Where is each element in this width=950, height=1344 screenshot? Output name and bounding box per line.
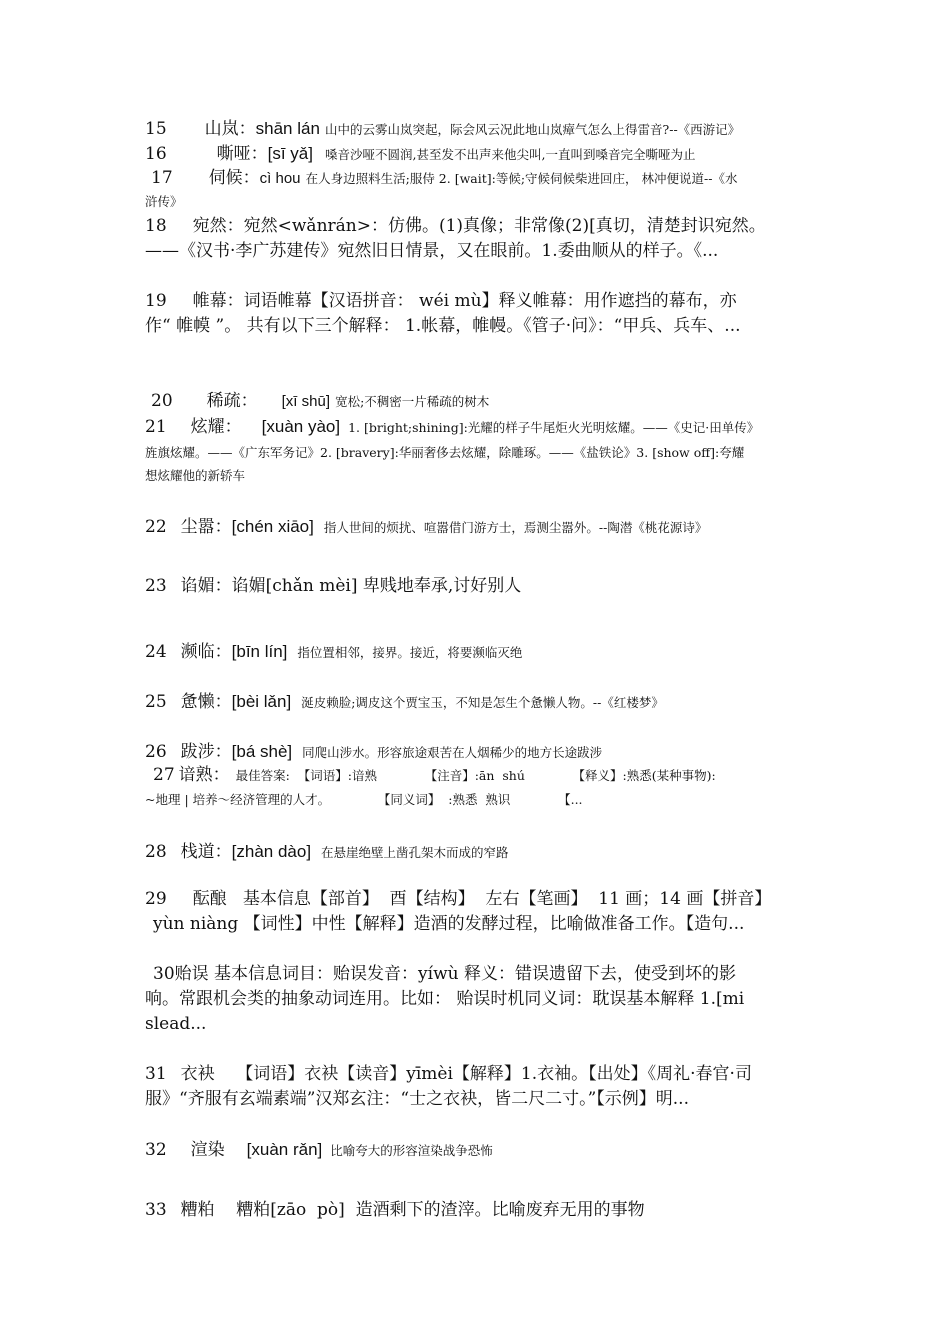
entry-21 — [145, 414, 813, 487]
entry-number: 15 — [145, 119, 167, 139]
entry-25 — [145, 689, 813, 715]
entry-line: 贻误 基本信息词目：贻误发音：yíwù 释义：错误遗留下去，使受到坏的影 — [174, 964, 736, 984]
entry-line: 作“ 帷幙 ”。 共有以下三个解释： 1.帐幕，帷幔。《管子·问》：“甲兵、兵车、... — [145, 316, 741, 336]
entry-number: 33 — [145, 1200, 167, 1220]
entry-number: 28 — [145, 842, 167, 862]
entry-word: 谄媚： — [180, 576, 232, 596]
entry-definition: 1. [bright;shining]:光耀的样子牛尾炬火光明炫耀。——《史记·田单传》 — [348, 420, 760, 435]
entry-word: 尘嚣： — [180, 517, 232, 537]
entry-word: 山岚： — [204, 119, 256, 139]
entry-pinyin: [bèi lǎn] — [231, 692, 292, 711]
entry-line: 酝酿 基本信息【部首】 酉【结构】 左右【笔画】 11 画；14 画【拼音】 — [192, 889, 772, 909]
entry-definition: 比喻夸大的形容渲染战争恐怖 — [330, 1143, 493, 1158]
entry-text: 谄媚[chǎn mèi] 卑贱地奉承,讨好别人 — [231, 576, 522, 596]
entry-definition: 涎皮赖脸;调皮这个贾宝玉，不知是怎生个惫懒人物。--《红楼梦》 — [301, 695, 664, 710]
entry-pinyin: [xī shū] — [281, 393, 330, 410]
entry-word: 跋涉： — [180, 742, 232, 762]
entry-word: 伺候： — [208, 168, 260, 188]
entry-pinyin: [zhàn dào] — [231, 842, 312, 861]
entry-27 — [145, 763, 813, 812]
entry-number: 20 — [151, 391, 173, 411]
entry-definition: 同爬山涉水。形容旅途艰苦在人烟稀少的地方长途跋涉 — [302, 745, 603, 760]
entry-definition-continued: 浒传》 — [145, 194, 183, 209]
entry-pinyin: [sī yǎ] — [267, 144, 313, 163]
entry-word: 惫懒： — [180, 692, 232, 712]
entry-number: 21 — [145, 417, 167, 437]
entry-19 — [145, 289, 813, 339]
entry-definition: 宽松;不稠密一片稀疏的树木 — [335, 394, 490, 409]
entry-word: 稀疏： — [206, 391, 258, 411]
entry-definition: 嗓音沙哑不圆润,甚至发不出声来他尖叫,一直叫到嗓音完全嘶哑为止 — [325, 147, 696, 162]
entry-word: 炫耀： — [190, 417, 242, 437]
entry-definition: 最佳答案: 【词语】:谙熟 【注音】:ān shú 【释义】:熟悉(某种事物): — [235, 768, 716, 783]
entry-word: 栈道： — [180, 842, 232, 862]
entry-number: 23 — [145, 576, 167, 596]
entry-definition-continued: 想炫耀他的新轿车 — [145, 468, 246, 483]
entry-number: 17 — [151, 168, 173, 188]
entry-number: 24 — [145, 642, 167, 662]
entry-pinyin: cì hou — [259, 170, 301, 187]
entry-pinyin: shān lán — [255, 119, 320, 138]
entry-definition: 在悬崖绝壁上凿孔架木而成的窄路 — [321, 845, 509, 860]
entry-16 — [145, 141, 813, 167]
entry-number: 31 — [145, 1064, 167, 1084]
entry-pinyin: [xuàn rǎn] — [246, 1140, 323, 1159]
entry-text: 糟粕 糟粕[zāo pò] 造酒剩下的渣滓。比喻废弃无用的事物 — [180, 1200, 645, 1220]
entry-definition: 指位置相邻，接界。接近，将要濒临灭绝 — [297, 645, 523, 660]
entry-number: 29 — [145, 889, 167, 909]
entry-23 — [145, 574, 813, 599]
entry-definition: 山中的云雾山岚突起，际会风云况此地山岚瘴气怎么上得雷音?--《西游记》 — [325, 122, 741, 137]
entry-26 — [145, 739, 813, 765]
entry-line: 宛然：宛然<wǎnrán>：仿佛。(1)真像；非常像(2)[真切，清楚封识宛然。 — [192, 216, 766, 236]
entry-definition: 指人世间的烦扰、喧嚣借门游方士，焉测尘嚣外。--陶潜《桃花源诗》 — [323, 520, 708, 535]
entry-29 — [145, 887, 813, 937]
entry-word: 嘶哑： — [216, 144, 268, 164]
entry-number: 22 — [145, 517, 167, 537]
entry-definition-continued: 旌旗炫耀。——《广东军务记》2. [bravery]:华丽奢侈去炫耀，除雕琢。——《盐铁论》3. [show off]:夸耀 — [145, 445, 745, 460]
entry-30 — [145, 962, 813, 1037]
entry-32 — [145, 1137, 813, 1163]
entry-pinyin: [bīn lín] — [231, 642, 288, 661]
entry-line: 衣袂 【词语】衣袂【读音】yīmèi【解释】1.衣袖。【出处】《周礼·春官·司 — [180, 1064, 752, 1084]
entry-number: 27 — [153, 765, 175, 785]
entry-24 — [145, 639, 813, 665]
entry-word: 谙熟： — [178, 765, 230, 785]
entry-definition: 在人身边照料生活;服侍 2. [wait]:等候;守候伺候柴进回庄， 林冲便说道--《水 — [305, 171, 738, 186]
entry-line: slead... — [145, 1014, 207, 1034]
entry-number: 30 — [153, 964, 175, 984]
entry-pinyin: [xuàn yào] — [261, 417, 341, 436]
entry-number: 18 — [145, 216, 167, 236]
entry-word: 濒临： — [180, 642, 232, 662]
entry-definition-continued: ~地理 | 培养～经济管理的人才。 【同义词】 :熟悉 熟识 【... — [145, 792, 583, 807]
entry-15 — [145, 116, 813, 142]
entry-17 — [145, 166, 813, 213]
entry-33 — [145, 1198, 813, 1223]
entry-pinyin: [chén xiāo] — [231, 517, 314, 536]
entry-22 — [145, 514, 813, 540]
entry-18 — [145, 214, 813, 264]
entry-number: 32 — [145, 1140, 167, 1160]
entry-word: 渲染 — [190, 1140, 225, 1160]
entry-line: yùn niàng 【词性】中性【解释】造酒的发酵过程，比喻做准备工作。【造句... — [153, 914, 745, 934]
entry-line: 帷幕：词语帷幕【汉语拼音： wéi mù】释义帷幕：用作遮挡的幕布，亦 — [192, 291, 737, 311]
entry-number: 16 — [145, 144, 167, 164]
entry-line: ——《汉书·李广苏建传》宛然旧日情景，又在眼前。1.委曲顺从的样子。《... — [145, 241, 719, 261]
entry-28 — [145, 839, 813, 865]
entry-20 — [145, 389, 813, 414]
entry-line: 服》“齐服有玄端素端”汉郑玄注：“士之衣袂，皆二尺二寸。”【示例】明... — [145, 1089, 689, 1109]
entry-line: 响。常跟机会类的抽象动词连用。比如： 贻误时机同义词：耽误基本解释 1.[mi — [145, 989, 745, 1009]
entry-number: 25 — [145, 692, 167, 712]
entry-pinyin: [bá shè] — [231, 742, 293, 761]
entry-31 — [145, 1062, 813, 1112]
entry-number: 26 — [145, 742, 167, 762]
entry-number: 19 — [145, 291, 167, 311]
